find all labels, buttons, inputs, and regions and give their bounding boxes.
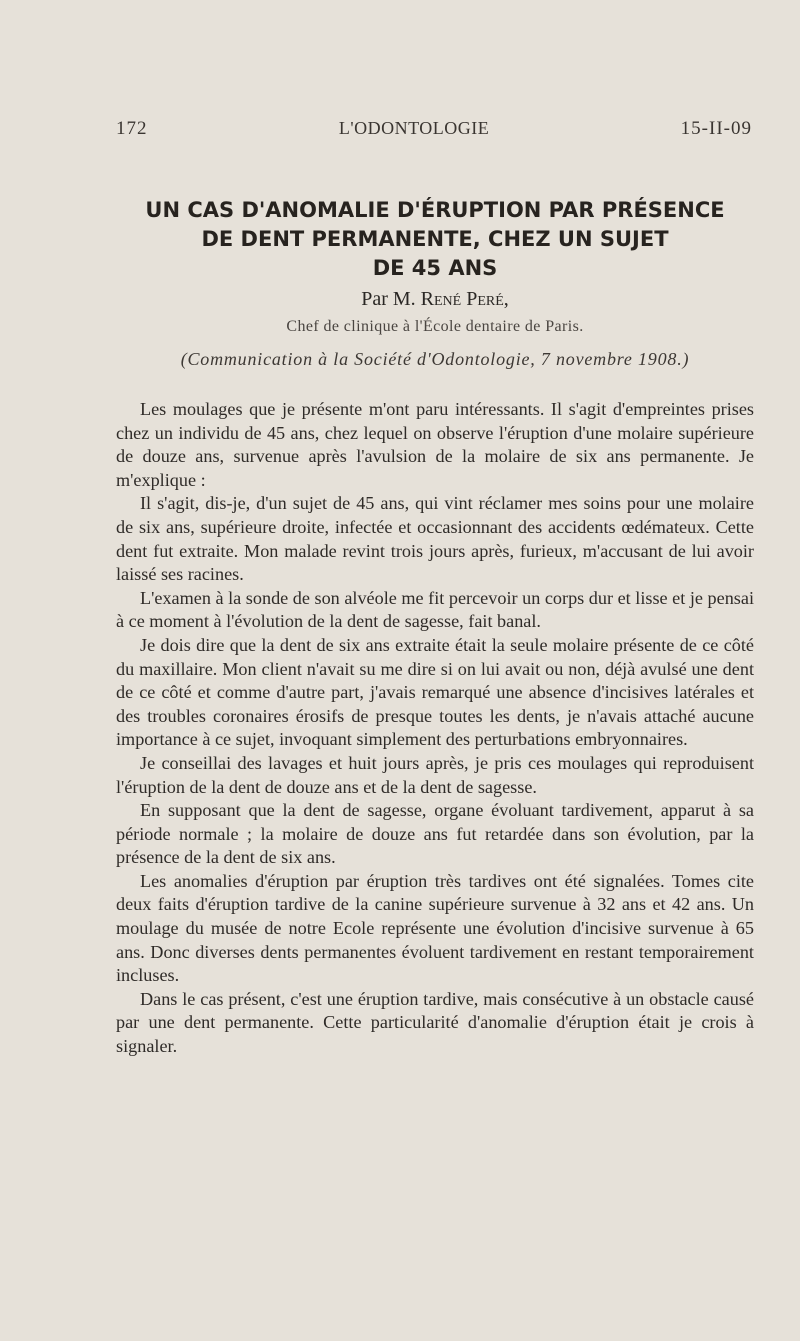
author-line: [110, 286, 760, 312]
paragraph: Je dois dire que la dent de six ans extraite était la seule molaire présente de ce côté du maxillaire. Mon client n'avait su me dire si on lui avait ou non, déjà avulsé une dent de ce côté et comme d'autre part, j'avais remarqué une absence d'incisives latérales et des troubles coronaires érosifs de presque toutes les dents, je n'avais attaché aucune importance à ce sujet, invoquant simplement des perturbations embryonnaires.: [116, 634, 754, 750]
author-name: René Peré,: [420, 288, 509, 310]
paragraph: Je conseillai des lavages et huit jours après, je pris ces moulages qui reproduisent l'éruption de la dent de douze ans et de la dent de sagesse.: [116, 752, 754, 797]
article-body: [116, 398, 754, 1059]
paragraph: Dans le cas présent, c'est une éruption tardive, mais consécutive à un obstacle causé par une dent permanente. Cette particularité d'anomalie d'éruption était je crois à signaler.: [116, 988, 754, 1057]
journal-name: L'ODONTOLOGIE: [338, 118, 490, 138]
paragraph: L'examen à la sonde de son alvéole me fit percevoir un corps dur et lisse et je pensai à ce moment à l'évolution de la dent de sagesse, fait banal.: [116, 587, 754, 632]
issue-date: 15-II-09: [680, 118, 752, 139]
paragraph: Il s'agit, dis-je, d'un sujet de 45 ans, qui vint réclamer mes soins pour une molaire de six ans, supérieure droite, infectée et occasionnant des accidents œdémateux. Cette dent fut extraite. Mon malade revint trois jours après, furieux, m'accusant de lui avoir laissé ses racines.: [116, 493, 754, 585]
author-prefix: Par M.: [361, 288, 416, 310]
paragraph: En supposant que la dent de sagesse, organe évoluant tardivement, apparut à sa période normale ; la molaire de douze ans fut retardée dans son évolution, par la présence de la dent de six ans.: [116, 800, 754, 868]
paragraph: Les anomalies d'éruption par éruption très tardives ont été signalées. Tomes cite deux faits d'éruption tardive de la canine supérieure survenue à 32 ans et 42 ans. Un moulage du musée de notre Ecole représente une évolution d'incisive survenue à 65 ans. Donc diverses dents permanentes évoluent tardivement en restant temporairement incluses.: [116, 870, 754, 986]
article-title: [110, 196, 760, 283]
title-line: DE 45 ANS: [372, 256, 498, 280]
running-header: [116, 118, 752, 144]
author-affiliation: Chef de clinique à l'École dentaire de Paris.: [286, 318, 584, 335]
title-line: DE DENT PERMANENTE, CHEZ UN SUJET: [201, 227, 669, 251]
communication-note: (Communication à la Société d'Odontologie, 7 novembre 1908.): [180, 349, 690, 369]
page-number: 172: [116, 118, 148, 139]
title-line: UN CAS D'ANOMALIE D'ÉRUPTION PAR PRÉSENCE: [145, 198, 725, 222]
paragraph: Les moulages que je présente m'ont paru intéressants. Il s'agit d'empreintes prises chez un individu de 45 ans, chez lequel on observe l'éruption d'une molaire supérieure de douze ans, survenue après l'avulsion de la molaire de six ans permanente. Je m'explique :: [116, 399, 754, 490]
